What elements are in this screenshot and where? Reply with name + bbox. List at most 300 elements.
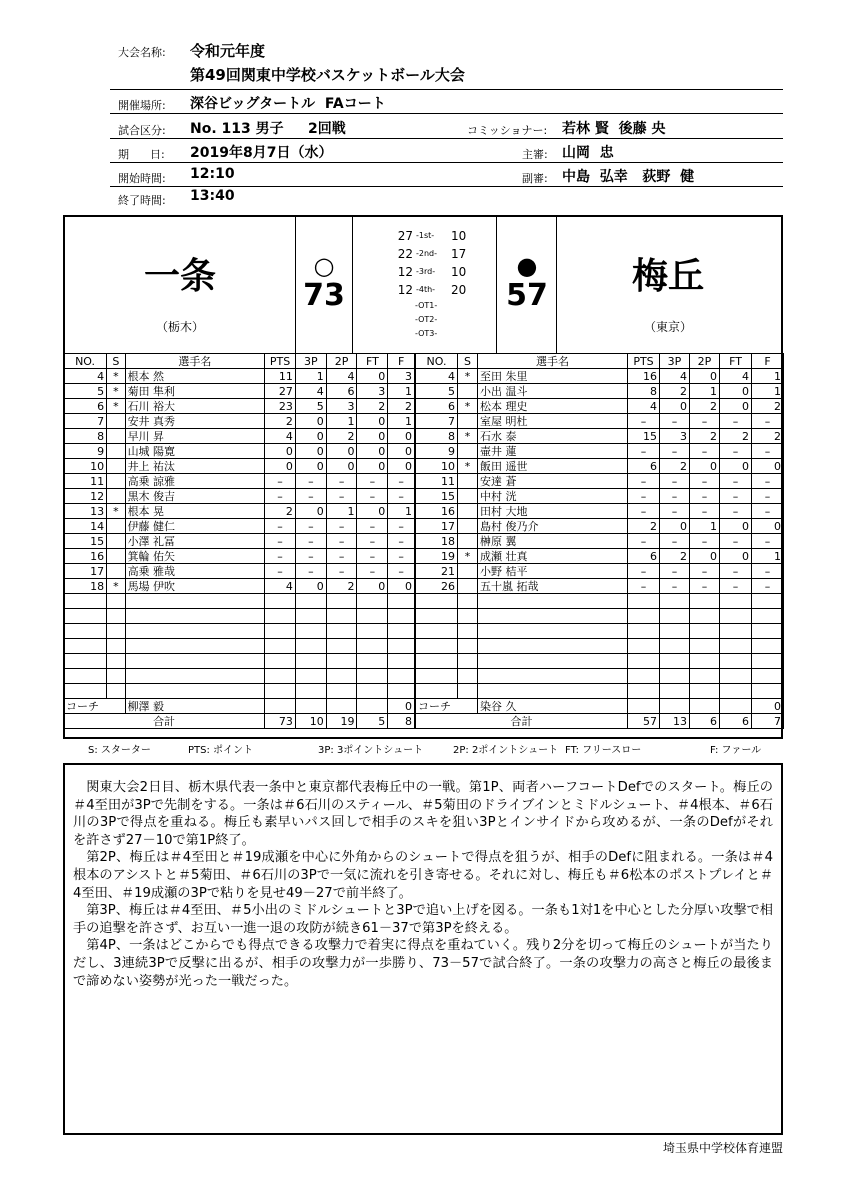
- player-3p: 0: [295, 504, 326, 519]
- column-header: 2P: [690, 354, 720, 369]
- player-points: –: [265, 564, 296, 579]
- player-2p: 0: [326, 459, 357, 474]
- total-ft: 5: [357, 714, 388, 729]
- away-table-header: [416, 354, 784, 369]
- player-fouls: 0: [388, 444, 415, 459]
- player-ft: –: [357, 549, 388, 564]
- home-player-row: [64, 519, 415, 534]
- player-points: 0: [265, 444, 296, 459]
- home-player-row: [64, 669, 415, 684]
- player-fouls: 0: [388, 429, 415, 444]
- away-player-row: [416, 459, 784, 474]
- player-2p: –: [690, 444, 720, 459]
- away-player-row: [416, 579, 784, 594]
- coach-label: コーチ: [64, 699, 126, 714]
- player-fouls: 0: [752, 519, 784, 534]
- player-2p: [690, 609, 720, 624]
- coach-empty: [295, 699, 326, 714]
- period-away: 17: [451, 247, 467, 261]
- player-2p: –: [326, 519, 357, 534]
- player-3p: [660, 639, 690, 654]
- starter-mark: [458, 474, 478, 489]
- coach-name: 柳澤 毅: [125, 699, 265, 714]
- player-2p: 0: [690, 549, 720, 564]
- header-divider: [110, 186, 783, 187]
- player-points: 4: [265, 579, 296, 594]
- starter-mark: [107, 429, 125, 444]
- home-player-row: [64, 504, 415, 519]
- player-ft: [720, 669, 752, 684]
- player-name: 石水 泰: [478, 429, 628, 444]
- player-points: 8: [628, 384, 660, 399]
- player-fouls: –: [388, 474, 415, 489]
- player-name: [125, 594, 265, 609]
- away-player-row: [416, 399, 784, 414]
- player-3p: –: [295, 549, 326, 564]
- player-name: [478, 609, 628, 624]
- player-number: 15: [416, 489, 458, 504]
- player-points: 2: [265, 414, 296, 429]
- referee-label: 主審:: [522, 148, 548, 161]
- starter-mark: [107, 534, 125, 549]
- player-ft: 0: [357, 429, 388, 444]
- player-fouls: [388, 624, 415, 639]
- player-ft: 0: [357, 414, 388, 429]
- player-points: –: [265, 549, 296, 564]
- player-number: [64, 684, 107, 699]
- player-name: [125, 609, 265, 624]
- column-header: 選手名: [478, 354, 628, 369]
- player-name: 田村 大地: [478, 504, 628, 519]
- home-player-row: [64, 459, 415, 474]
- player-name: [478, 624, 628, 639]
- loss-mark-icon: ●: [516, 252, 538, 280]
- period-away: 20: [451, 283, 467, 297]
- away-player-row: [416, 549, 784, 564]
- home-total-row: [64, 714, 415, 729]
- player-2p: [690, 654, 720, 669]
- starter-mark: [458, 564, 478, 579]
- player-points: –: [628, 534, 660, 549]
- player-ft: –: [720, 504, 752, 519]
- away-player-row: [416, 639, 784, 654]
- away-player-row: [416, 684, 784, 699]
- player-3p: 4: [660, 369, 690, 384]
- player-points: 27: [265, 384, 296, 399]
- player-ft: 0: [357, 504, 388, 519]
- player-3p: 3: [660, 429, 690, 444]
- player-ft: [720, 654, 752, 669]
- player-name: 高乗 諒雅: [125, 474, 265, 489]
- player-points: [628, 609, 660, 624]
- player-fouls: [752, 684, 784, 699]
- player-number: [64, 654, 107, 669]
- player-number: 7: [416, 414, 458, 429]
- player-name: [125, 669, 265, 684]
- player-name: 井上 祐汰: [125, 459, 265, 474]
- home-coach-row: [64, 699, 415, 714]
- player-name: 五十嵐 拓哉: [478, 579, 628, 594]
- date-label: 期 日:: [118, 148, 165, 161]
- player-number: 9: [64, 444, 107, 459]
- away-player-row: [416, 519, 784, 534]
- home-player-row: [64, 624, 415, 639]
- player-fouls: [388, 654, 415, 669]
- player-number: 5: [64, 384, 107, 399]
- player-3p: [660, 684, 690, 699]
- player-number: [64, 639, 107, 654]
- player-3p: 0: [295, 444, 326, 459]
- starter-mark: [107, 459, 125, 474]
- player-2p: –: [690, 414, 720, 429]
- header-divider: [110, 162, 783, 163]
- player-3p: –: [295, 564, 326, 579]
- player-fouls: [752, 609, 784, 624]
- column-header: FT: [720, 354, 752, 369]
- player-2p: 0: [690, 369, 720, 384]
- player-ft: –: [720, 444, 752, 459]
- player-ft: [357, 669, 388, 684]
- player-points: [265, 609, 296, 624]
- coach-label: コーチ: [416, 699, 478, 714]
- player-ft: –: [720, 414, 752, 429]
- player-name: 飯田 遥世: [478, 459, 628, 474]
- player-points: [628, 669, 660, 684]
- away-player-row: [416, 384, 784, 399]
- player-2p: [326, 594, 357, 609]
- player-name: [478, 669, 628, 684]
- player-3p: 0: [660, 399, 690, 414]
- starter-mark: [107, 654, 125, 669]
- player-2p: 2: [690, 429, 720, 444]
- player-fouls: [388, 669, 415, 684]
- player-ft: –: [720, 564, 752, 579]
- player-number: 26: [416, 579, 458, 594]
- player-fouls: 2: [752, 399, 784, 414]
- report-paragraph: 第2P、梅丘は＃4至田と＃19成瀬を中心に外角からのシュートで得点を狙うが、相手のDefに阻まれる。一条は＃4根本のアシストと＃5菊田、＃6石川の3Pで一気に流れを引き寄せる。それに対し、梅丘も＃6松本のポストプレイと＃4至田、＃19成瀬の3Pで粘りを見せ49－27で前半終了。: [73, 850, 773, 901]
- player-name: 壷井 蓮: [478, 444, 628, 459]
- player-2p: [326, 684, 357, 699]
- away-player-row: [416, 654, 784, 669]
- coach-empty: [357, 699, 388, 714]
- game-category: No. 113 男子 2回戦: [190, 121, 346, 137]
- column-header: F: [752, 354, 784, 369]
- player-fouls: –: [388, 564, 415, 579]
- period-scores: [355, 227, 483, 341]
- home-player-row: [64, 369, 415, 384]
- total-points: 73: [265, 714, 296, 729]
- starter-mark: [107, 594, 125, 609]
- player-2p: 6: [326, 384, 357, 399]
- player-2p: [690, 669, 720, 684]
- player-2p: –: [326, 549, 357, 564]
- player-2p: –: [690, 489, 720, 504]
- player-2p: [326, 624, 357, 639]
- starter-mark: [458, 639, 478, 654]
- player-3p: 0: [295, 414, 326, 429]
- home-player-row: [64, 594, 415, 609]
- player-number: [416, 639, 458, 654]
- overtime-label: -OT3-: [415, 329, 438, 338]
- player-name: [125, 654, 265, 669]
- column-header: S: [107, 354, 125, 369]
- starter-mark: [107, 564, 125, 579]
- player-3p: –: [660, 579, 690, 594]
- player-name: 伊藤 健仁: [125, 519, 265, 534]
- period-label: -1st-: [416, 231, 435, 240]
- player-name: 中村 洸: [478, 489, 628, 504]
- coach-name: 染谷 久: [478, 699, 628, 714]
- player-2p: 1: [690, 519, 720, 534]
- player-name: [125, 684, 265, 699]
- player-points: 11: [265, 369, 296, 384]
- player-ft: [720, 594, 752, 609]
- player-fouls: [752, 669, 784, 684]
- commissioner-label: コミッショナー:: [467, 124, 548, 137]
- player-points: –: [265, 519, 296, 534]
- player-ft: –: [357, 534, 388, 549]
- away-player-row: [416, 429, 784, 444]
- player-ft: –: [357, 564, 388, 579]
- player-2p: 0: [326, 444, 357, 459]
- period-away: 10: [451, 265, 467, 279]
- player-ft: –: [720, 474, 752, 489]
- player-2p: 2: [326, 579, 357, 594]
- starter-mark: [458, 489, 478, 504]
- period-row: [355, 263, 483, 281]
- player-points: [265, 684, 296, 699]
- player-number: 10: [64, 459, 107, 474]
- coach-empty: [628, 699, 660, 714]
- player-ft: 0: [720, 459, 752, 474]
- period-home: 22: [397, 247, 413, 261]
- player-name: 榊原 翼: [478, 534, 628, 549]
- player-number: 19: [416, 549, 458, 564]
- player-number: 13: [64, 504, 107, 519]
- player-name: [478, 684, 628, 699]
- player-2p: [326, 639, 357, 654]
- home-total-score: 73: [303, 278, 345, 313]
- player-2p: –: [690, 534, 720, 549]
- player-points: 6: [628, 549, 660, 564]
- starter-mark: *: [458, 459, 478, 474]
- total-ft: 6: [720, 714, 752, 729]
- starter-mark: *: [458, 369, 478, 384]
- player-fouls: –: [752, 534, 784, 549]
- player-ft: 2: [357, 399, 388, 414]
- coach-empty: [265, 699, 296, 714]
- player-fouls: 0: [388, 459, 415, 474]
- starter-mark: *: [458, 399, 478, 414]
- starter-mark: [107, 639, 125, 654]
- starter-mark: [458, 654, 478, 669]
- player-3p: [660, 654, 690, 669]
- home-player-row: [64, 414, 415, 429]
- home-player-row: [64, 534, 415, 549]
- home-player-row: [64, 639, 415, 654]
- player-ft: –: [357, 474, 388, 489]
- player-3p: [660, 624, 690, 639]
- player-3p: –: [660, 474, 690, 489]
- column-header: FT: [357, 354, 388, 369]
- total-3p: 10: [295, 714, 326, 729]
- player-number: 17: [416, 519, 458, 534]
- player-fouls: 3: [388, 369, 415, 384]
- total-2p: 6: [690, 714, 720, 729]
- referee: 山岡 忠: [562, 145, 614, 161]
- player-2p: [690, 624, 720, 639]
- player-fouls: 1: [388, 504, 415, 519]
- player-ft: –: [357, 489, 388, 504]
- away-team-prefecture: （東京）: [643, 320, 692, 334]
- player-2p: 2: [326, 429, 357, 444]
- away-player-row: [416, 534, 784, 549]
- player-name: 根本 然: [125, 369, 265, 384]
- player-ft: –: [720, 489, 752, 504]
- player-fouls: –: [388, 519, 415, 534]
- away-player-row: [416, 504, 784, 519]
- player-points: –: [628, 489, 660, 504]
- player-number: [64, 624, 107, 639]
- period-row: [355, 281, 483, 299]
- player-number: [416, 624, 458, 639]
- player-name: 松本 理史: [478, 399, 628, 414]
- starter-mark: [107, 609, 125, 624]
- player-3p: –: [295, 474, 326, 489]
- player-fouls: 1: [752, 549, 784, 564]
- period-away: 10: [451, 229, 467, 243]
- player-2p: 3: [326, 399, 357, 414]
- player-points: [265, 594, 296, 609]
- player-2p: –: [690, 474, 720, 489]
- player-name: [478, 639, 628, 654]
- tournament-name: 第49回関東中学校バスケットボール大会: [190, 66, 465, 84]
- home-player-row: [64, 489, 415, 504]
- player-number: 4: [64, 369, 107, 384]
- starter-mark: [458, 534, 478, 549]
- away-total-row: [416, 714, 784, 729]
- player-3p: –: [660, 564, 690, 579]
- player-3p: 0: [295, 459, 326, 474]
- tournament-year: 令和元年度: [190, 42, 266, 60]
- player-points: –: [628, 564, 660, 579]
- player-fouls: –: [752, 504, 784, 519]
- player-number: 18: [416, 534, 458, 549]
- player-name: 黒木 俊吉: [125, 489, 265, 504]
- player-2p: –: [326, 564, 357, 579]
- total-3p: 13: [660, 714, 690, 729]
- player-2p: –: [326, 534, 357, 549]
- player-fouls: [752, 624, 784, 639]
- player-name: 高乗 雅哉: [125, 564, 265, 579]
- player-number: 11: [416, 474, 458, 489]
- column-header: 2P: [326, 354, 357, 369]
- player-fouls: [388, 684, 415, 699]
- player-number: 17: [64, 564, 107, 579]
- player-2p: 1: [690, 384, 720, 399]
- period-row: [355, 245, 483, 263]
- player-fouls: –: [388, 549, 415, 564]
- overtime-label: -OT2-: [415, 315, 438, 324]
- player-fouls: [752, 594, 784, 609]
- player-fouls: –: [752, 444, 784, 459]
- player-fouls: 2: [752, 429, 784, 444]
- player-ft: 0: [357, 579, 388, 594]
- period-home: 12: [397, 265, 413, 279]
- player-3p: –: [660, 489, 690, 504]
- player-points: 23: [265, 399, 296, 414]
- player-name: 安井 真秀: [125, 414, 265, 429]
- starter-mark: *: [107, 579, 125, 594]
- total-points: 57: [628, 714, 660, 729]
- venue: 深谷ビッグタートル FAコート: [190, 96, 386, 112]
- player-3p: –: [660, 414, 690, 429]
- game-date: 2019年8月7日（水）: [190, 145, 333, 161]
- player-name: 山城 陽寛: [125, 444, 265, 459]
- player-points: [265, 669, 296, 684]
- player-fouls: –: [752, 579, 784, 594]
- player-points: 15: [628, 429, 660, 444]
- player-points: –: [628, 444, 660, 459]
- player-name: 小野 桔平: [478, 564, 628, 579]
- player-2p: 0: [690, 459, 720, 474]
- player-3p: –: [295, 534, 326, 549]
- player-number: [416, 609, 458, 624]
- coach-fouls: 0: [388, 699, 415, 714]
- home-box-score: [63, 353, 415, 729]
- home-player-row: [64, 609, 415, 624]
- away-player-row: [416, 369, 784, 384]
- player-number: [416, 684, 458, 699]
- player-3p: –: [660, 534, 690, 549]
- starter-mark: [107, 474, 125, 489]
- player-name: [478, 594, 628, 609]
- umpire: 中島 弘幸 荻野 健: [562, 169, 695, 185]
- player-points: –: [628, 474, 660, 489]
- player-2p: [326, 654, 357, 669]
- overtime-label: -OT1-: [415, 301, 438, 310]
- player-points: –: [265, 534, 296, 549]
- report-paragraph: 第3P、梅丘は＃4至田、＃5小出のミドルシュートと3Pで追い上げを図る。一条も1対1を中心とした分厚い攻撃で相手の追撃を許さず、お互い一進一退の攻防が続き61－37で第3Pを終える。: [73, 903, 773, 936]
- starter-mark: [107, 549, 125, 564]
- player-name: 菊田 隼利: [125, 384, 265, 399]
- column-header: PTS: [265, 354, 296, 369]
- game-label: 試合区分:: [118, 124, 166, 137]
- player-name: 室屋 明杜: [478, 414, 628, 429]
- umpire-label: 副審:: [522, 172, 548, 185]
- player-3p: [295, 654, 326, 669]
- player-fouls: –: [752, 414, 784, 429]
- player-ft: [357, 684, 388, 699]
- player-ft: –: [720, 579, 752, 594]
- player-ft: 0: [720, 549, 752, 564]
- starter-mark: [107, 624, 125, 639]
- player-number: 21: [416, 564, 458, 579]
- player-name: 石川 裕大: [125, 399, 265, 414]
- player-ft: –: [357, 519, 388, 534]
- home-player-row: [64, 564, 415, 579]
- player-ft: 2: [720, 429, 752, 444]
- starter-mark: [107, 414, 125, 429]
- player-ft: 0: [357, 369, 388, 384]
- player-fouls: 1: [752, 369, 784, 384]
- player-points: 4: [628, 399, 660, 414]
- player-number: [416, 594, 458, 609]
- legend-starter: S: スターター: [88, 745, 151, 756]
- period-label: -3rd-: [416, 267, 436, 276]
- legend-foul: F: ファール: [710, 745, 762, 756]
- player-3p: 0: [295, 429, 326, 444]
